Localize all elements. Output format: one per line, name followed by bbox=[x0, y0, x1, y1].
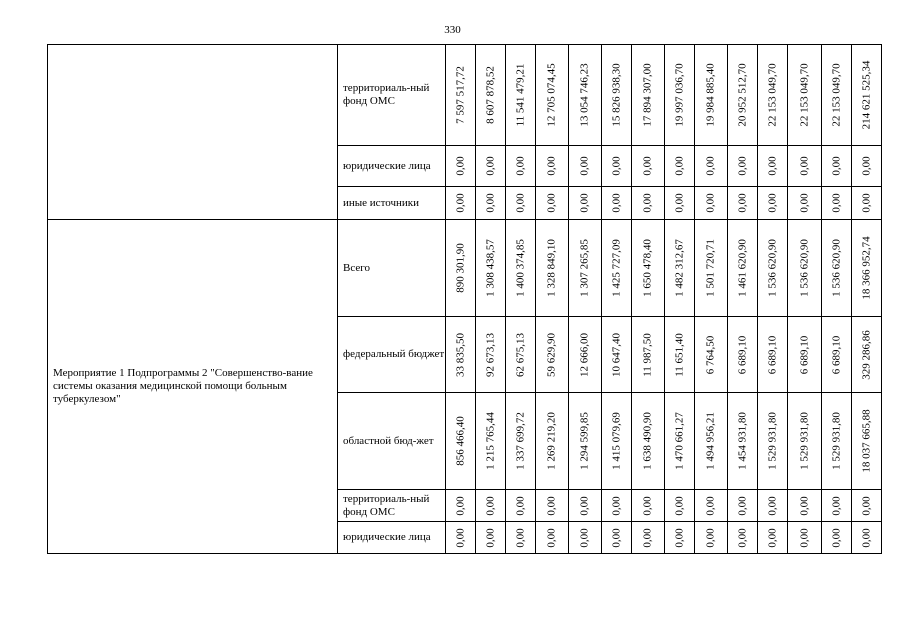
value-cell bbox=[822, 393, 852, 490]
cell-value: 0,00 bbox=[673, 495, 685, 516]
cell-value: 0,00 bbox=[578, 527, 591, 548]
value-cell bbox=[822, 317, 852, 393]
value-cell bbox=[632, 45, 665, 146]
value-cell bbox=[446, 393, 476, 490]
value-cell bbox=[665, 45, 695, 146]
cell-value: 92 673,13 bbox=[484, 332, 496, 377]
cell-value: 0,00 bbox=[610, 193, 622, 213]
cell-value: 0,00 bbox=[484, 156, 496, 176]
cell-value: 0,00 bbox=[736, 527, 748, 548]
cell-value: 19 997 036,70 bbox=[673, 63, 685, 127]
budget-table bbox=[47, 44, 882, 554]
cell-value: 1 529 931,80 bbox=[830, 412, 842, 470]
cell-value: 214 621 525,34 bbox=[860, 60, 872, 130]
cell-value: 12 705 074,45 bbox=[545, 63, 558, 127]
cell-value: 0,00 bbox=[830, 495, 842, 516]
cell-value: 0,00 bbox=[454, 527, 466, 548]
cell-value: 6 689,10 bbox=[766, 335, 778, 374]
value-cell bbox=[632, 187, 665, 220]
cell-value: 0,00 bbox=[798, 156, 810, 176]
value-cell bbox=[695, 220, 728, 317]
cell-value: 0,00 bbox=[545, 156, 558, 176]
value-cell bbox=[476, 146, 506, 187]
cell-value: 18 037 665,88 bbox=[860, 409, 872, 473]
cell-value: 0,00 bbox=[860, 193, 872, 213]
value-cell bbox=[476, 522, 506, 554]
value-cell bbox=[852, 45, 882, 146]
cell-value: 1 328 849,10 bbox=[545, 239, 558, 297]
cell-value: 329 286,86 bbox=[860, 329, 872, 380]
value-cell bbox=[695, 490, 728, 522]
cell-value: 1 501 720,71 bbox=[704, 239, 717, 297]
cell-value: 22 153 049,70 bbox=[766, 63, 778, 127]
funding-source-cell: федеральный бюджет bbox=[338, 317, 446, 393]
value-cell bbox=[632, 393, 665, 490]
cell-value: 10 647,40 bbox=[610, 332, 622, 377]
cell-value: 19 984 885,40 bbox=[704, 63, 717, 127]
value-cell bbox=[506, 45, 536, 146]
value-cell bbox=[788, 317, 822, 393]
value-cell bbox=[536, 146, 569, 187]
value-cell bbox=[506, 187, 536, 220]
value-cell bbox=[822, 490, 852, 522]
table-row bbox=[48, 45, 882, 146]
cell-value: 1 529 931,80 bbox=[798, 412, 810, 470]
cell-value: 0,00 bbox=[610, 527, 622, 548]
cell-value: 1 470 661,27 bbox=[673, 412, 685, 470]
cell-value: 1 650 478,40 bbox=[641, 239, 654, 297]
cell-value: 1 425 727,09 bbox=[610, 239, 622, 297]
value-cell bbox=[536, 187, 569, 220]
cell-value: 0,00 bbox=[545, 527, 558, 548]
value-cell bbox=[446, 187, 476, 220]
value-cell bbox=[852, 317, 882, 393]
cell-value: 17 894 307,00 bbox=[641, 63, 654, 127]
funding-source-cell: областной бюд-жет bbox=[338, 393, 446, 490]
cell-value: 0,00 bbox=[766, 495, 778, 516]
funding-source-cell: территориаль-ный фонд ОМС bbox=[338, 490, 446, 522]
cell-value: 6 689,10 bbox=[736, 335, 748, 374]
value-cell bbox=[569, 187, 602, 220]
cell-value: 0,00 bbox=[673, 156, 685, 176]
cell-value: 0,00 bbox=[641, 193, 654, 213]
value-cell bbox=[758, 393, 788, 490]
cell-value: 0,00 bbox=[545, 495, 558, 516]
cell-value: 0,00 bbox=[766, 527, 778, 548]
value-cell bbox=[602, 187, 632, 220]
cell-value: 20 952 512,70 bbox=[736, 63, 748, 127]
funding-source-cell: юридические лица bbox=[338, 522, 446, 554]
cell-value: 1 454 931,80 bbox=[736, 412, 748, 470]
cell-value: 22 153 049,70 bbox=[798, 63, 810, 127]
cell-value: 1 337 699,72 bbox=[514, 412, 526, 470]
value-cell bbox=[758, 522, 788, 554]
cell-value: 1 294 599,85 bbox=[578, 412, 591, 470]
value-cell bbox=[536, 522, 569, 554]
value-cell bbox=[602, 522, 632, 554]
value-cell bbox=[602, 146, 632, 187]
cell-value: 6 689,10 bbox=[830, 335, 842, 374]
value-cell bbox=[569, 393, 602, 490]
cell-value: 1 308 438,57 bbox=[484, 239, 496, 297]
cell-value: 0,00 bbox=[704, 527, 717, 548]
value-cell bbox=[788, 522, 822, 554]
cell-value: 8 607 878,52 bbox=[484, 66, 496, 124]
value-cell bbox=[695, 45, 728, 146]
cell-value: 0,00 bbox=[798, 495, 810, 516]
cell-value: 1 215 765,44 bbox=[484, 412, 496, 470]
cell-value: 0,00 bbox=[860, 527, 872, 548]
value-cell bbox=[665, 393, 695, 490]
value-cell bbox=[665, 490, 695, 522]
value-cell bbox=[852, 187, 882, 220]
cell-value: 0,00 bbox=[484, 495, 496, 516]
value-cell bbox=[476, 317, 506, 393]
value-cell bbox=[822, 220, 852, 317]
cell-value: 1 529 931,80 bbox=[766, 412, 778, 470]
value-cell bbox=[536, 220, 569, 317]
value-cell bbox=[852, 393, 882, 490]
value-cell bbox=[852, 490, 882, 522]
value-cell bbox=[602, 317, 632, 393]
cell-value: 22 153 049,70 bbox=[830, 63, 842, 127]
value-cell bbox=[665, 220, 695, 317]
cell-value: 0,00 bbox=[641, 156, 654, 176]
cell-value: 1 494 956,21 bbox=[704, 412, 717, 470]
cell-value: 0,00 bbox=[830, 156, 842, 176]
cell-value: 0,00 bbox=[454, 495, 466, 516]
cell-value: 0,00 bbox=[736, 495, 748, 516]
value-cell bbox=[536, 317, 569, 393]
cell-value: 0,00 bbox=[610, 156, 622, 176]
cell-value: 0,00 bbox=[454, 156, 466, 176]
value-cell bbox=[728, 146, 758, 187]
value-cell bbox=[602, 393, 632, 490]
cell-value: 0,00 bbox=[578, 495, 591, 516]
cell-value: 0,00 bbox=[578, 156, 591, 176]
cell-value: 856 466,40 bbox=[454, 416, 466, 466]
cell-value: 0,00 bbox=[514, 193, 526, 213]
cell-value: 15 826 938,30 bbox=[610, 63, 622, 127]
cell-value: 12 666,00 bbox=[578, 332, 591, 377]
cell-value: 1 536 620,90 bbox=[798, 239, 810, 297]
value-cell bbox=[852, 220, 882, 317]
value-cell bbox=[728, 45, 758, 146]
cell-value: 0,00 bbox=[610, 495, 622, 516]
value-cell bbox=[665, 187, 695, 220]
value-cell bbox=[476, 220, 506, 317]
funding-source-cell: Всего bbox=[338, 220, 446, 317]
cell-value: 0,00 bbox=[484, 527, 496, 548]
cell-value: 11 541 479,21 bbox=[514, 63, 526, 127]
value-cell bbox=[788, 187, 822, 220]
cell-value: 11 987,50 bbox=[641, 332, 654, 377]
table-body bbox=[48, 45, 882, 554]
value-cell bbox=[632, 317, 665, 393]
cell-value: 1 461 620,90 bbox=[736, 239, 748, 297]
cell-value: 0,00 bbox=[641, 495, 654, 516]
cell-value: 1 536 620,90 bbox=[766, 239, 778, 297]
cell-value: 0,00 bbox=[514, 527, 526, 548]
cell-value: 0,00 bbox=[798, 527, 810, 548]
value-cell bbox=[852, 522, 882, 554]
value-cell bbox=[788, 393, 822, 490]
value-cell bbox=[695, 187, 728, 220]
cell-value: 6 764,50 bbox=[704, 335, 717, 374]
value-cell bbox=[758, 220, 788, 317]
value-cell bbox=[822, 522, 852, 554]
value-cell bbox=[758, 490, 788, 522]
value-cell bbox=[476, 187, 506, 220]
page-number: 330 bbox=[444, 24, 461, 36]
value-cell bbox=[536, 393, 569, 490]
cell-value: 0,00 bbox=[830, 527, 842, 548]
value-cell bbox=[822, 146, 852, 187]
cell-value: 0,00 bbox=[860, 156, 872, 176]
value-cell bbox=[446, 317, 476, 393]
value-cell bbox=[788, 45, 822, 146]
value-cell bbox=[695, 146, 728, 187]
value-cell bbox=[506, 393, 536, 490]
value-cell bbox=[446, 522, 476, 554]
value-cell bbox=[695, 393, 728, 490]
value-cell bbox=[665, 317, 695, 393]
value-cell bbox=[695, 522, 728, 554]
value-cell bbox=[569, 522, 602, 554]
cell-value: 0,00 bbox=[578, 193, 591, 213]
cell-value: 0,00 bbox=[673, 527, 685, 548]
value-cell bbox=[822, 45, 852, 146]
value-cell bbox=[665, 522, 695, 554]
cell-value: 0,00 bbox=[766, 156, 778, 176]
cell-value: 13 054 746,23 bbox=[578, 63, 591, 127]
cell-value: 0,00 bbox=[798, 193, 810, 213]
cell-value: 0,00 bbox=[704, 156, 717, 176]
funding-source-cell: иные источники bbox=[338, 187, 446, 220]
value-cell bbox=[506, 317, 536, 393]
cell-value: 1 307 265,85 bbox=[578, 239, 591, 297]
table-row bbox=[48, 220, 882, 317]
value-cell bbox=[695, 317, 728, 393]
cell-value: 890 301,90 bbox=[454, 243, 466, 293]
value-cell bbox=[788, 220, 822, 317]
value-cell bbox=[476, 45, 506, 146]
funding-source-cell: территориаль-ный фонд ОМС bbox=[338, 45, 446, 146]
value-cell bbox=[446, 220, 476, 317]
cell-value: 18 366 952,74 bbox=[860, 236, 872, 300]
funding-source-cell: юридические лица bbox=[338, 146, 446, 187]
cell-value: 0,00 bbox=[736, 156, 748, 176]
cell-value: 11 651,40 bbox=[673, 332, 685, 377]
value-cell bbox=[788, 490, 822, 522]
cell-value: 0,00 bbox=[545, 193, 558, 213]
value-cell bbox=[569, 317, 602, 393]
cell-value: 1 415 079,69 bbox=[610, 412, 622, 470]
value-cell bbox=[728, 490, 758, 522]
cell-value: 1 269 219,20 bbox=[545, 412, 558, 470]
value-cell bbox=[788, 146, 822, 187]
value-cell bbox=[728, 522, 758, 554]
cell-value: 1 638 490,90 bbox=[641, 412, 654, 470]
value-cell bbox=[569, 220, 602, 317]
measure-name-cell bbox=[48, 45, 338, 220]
value-cell bbox=[569, 490, 602, 522]
cell-value: 0,00 bbox=[484, 193, 496, 213]
measure-name-cell: Мероприятие 1 Подпрограммы 2 "Совершенство-вание системы оказания медицинской помощи больным туберкулезом" bbox=[48, 220, 338, 554]
value-cell bbox=[536, 45, 569, 146]
cell-value: 0,00 bbox=[704, 193, 717, 213]
value-cell bbox=[569, 45, 602, 146]
value-cell bbox=[476, 393, 506, 490]
cell-value: 62 675,13 bbox=[514, 332, 526, 377]
cell-value: 0,00 bbox=[736, 193, 748, 213]
value-cell bbox=[632, 490, 665, 522]
value-cell bbox=[602, 45, 632, 146]
value-cell bbox=[665, 146, 695, 187]
value-cell bbox=[852, 146, 882, 187]
value-cell bbox=[446, 45, 476, 146]
value-cell bbox=[728, 220, 758, 317]
value-cell bbox=[758, 317, 788, 393]
value-cell bbox=[602, 490, 632, 522]
cell-value: 0,00 bbox=[514, 495, 526, 516]
cell-value: 6 689,10 bbox=[798, 335, 810, 374]
value-cell bbox=[758, 146, 788, 187]
cell-value: 1 536 620,90 bbox=[830, 239, 842, 297]
value-cell bbox=[446, 146, 476, 187]
value-cell bbox=[822, 187, 852, 220]
value-cell bbox=[569, 146, 602, 187]
cell-value: 1 482 312,67 bbox=[673, 239, 685, 297]
cell-value: 0,00 bbox=[673, 193, 685, 213]
cell-value: 0,00 bbox=[860, 495, 872, 516]
value-cell bbox=[506, 490, 536, 522]
value-cell bbox=[632, 522, 665, 554]
value-cell bbox=[728, 393, 758, 490]
value-cell bbox=[476, 490, 506, 522]
cell-value: 59 629,90 bbox=[545, 332, 558, 377]
value-cell bbox=[446, 490, 476, 522]
cell-value: 0,00 bbox=[830, 193, 842, 213]
cell-value: 1 400 374,85 bbox=[514, 239, 526, 297]
value-cell bbox=[758, 187, 788, 220]
value-cell bbox=[728, 317, 758, 393]
cell-value: 0,00 bbox=[514, 156, 526, 176]
cell-value: 33 835,50 bbox=[454, 332, 466, 377]
value-cell bbox=[632, 220, 665, 317]
value-cell bbox=[506, 522, 536, 554]
cell-value: 7 597 517,72 bbox=[454, 66, 466, 124]
cell-value: 0,00 bbox=[704, 495, 717, 516]
value-cell bbox=[506, 220, 536, 317]
cell-value: 0,00 bbox=[454, 193, 466, 213]
cell-value: 0,00 bbox=[641, 527, 654, 548]
value-cell bbox=[632, 146, 665, 187]
value-cell bbox=[536, 490, 569, 522]
value-cell bbox=[602, 220, 632, 317]
value-cell bbox=[758, 45, 788, 146]
value-cell bbox=[506, 146, 536, 187]
value-cell bbox=[728, 187, 758, 220]
cell-value: 0,00 bbox=[766, 193, 778, 213]
